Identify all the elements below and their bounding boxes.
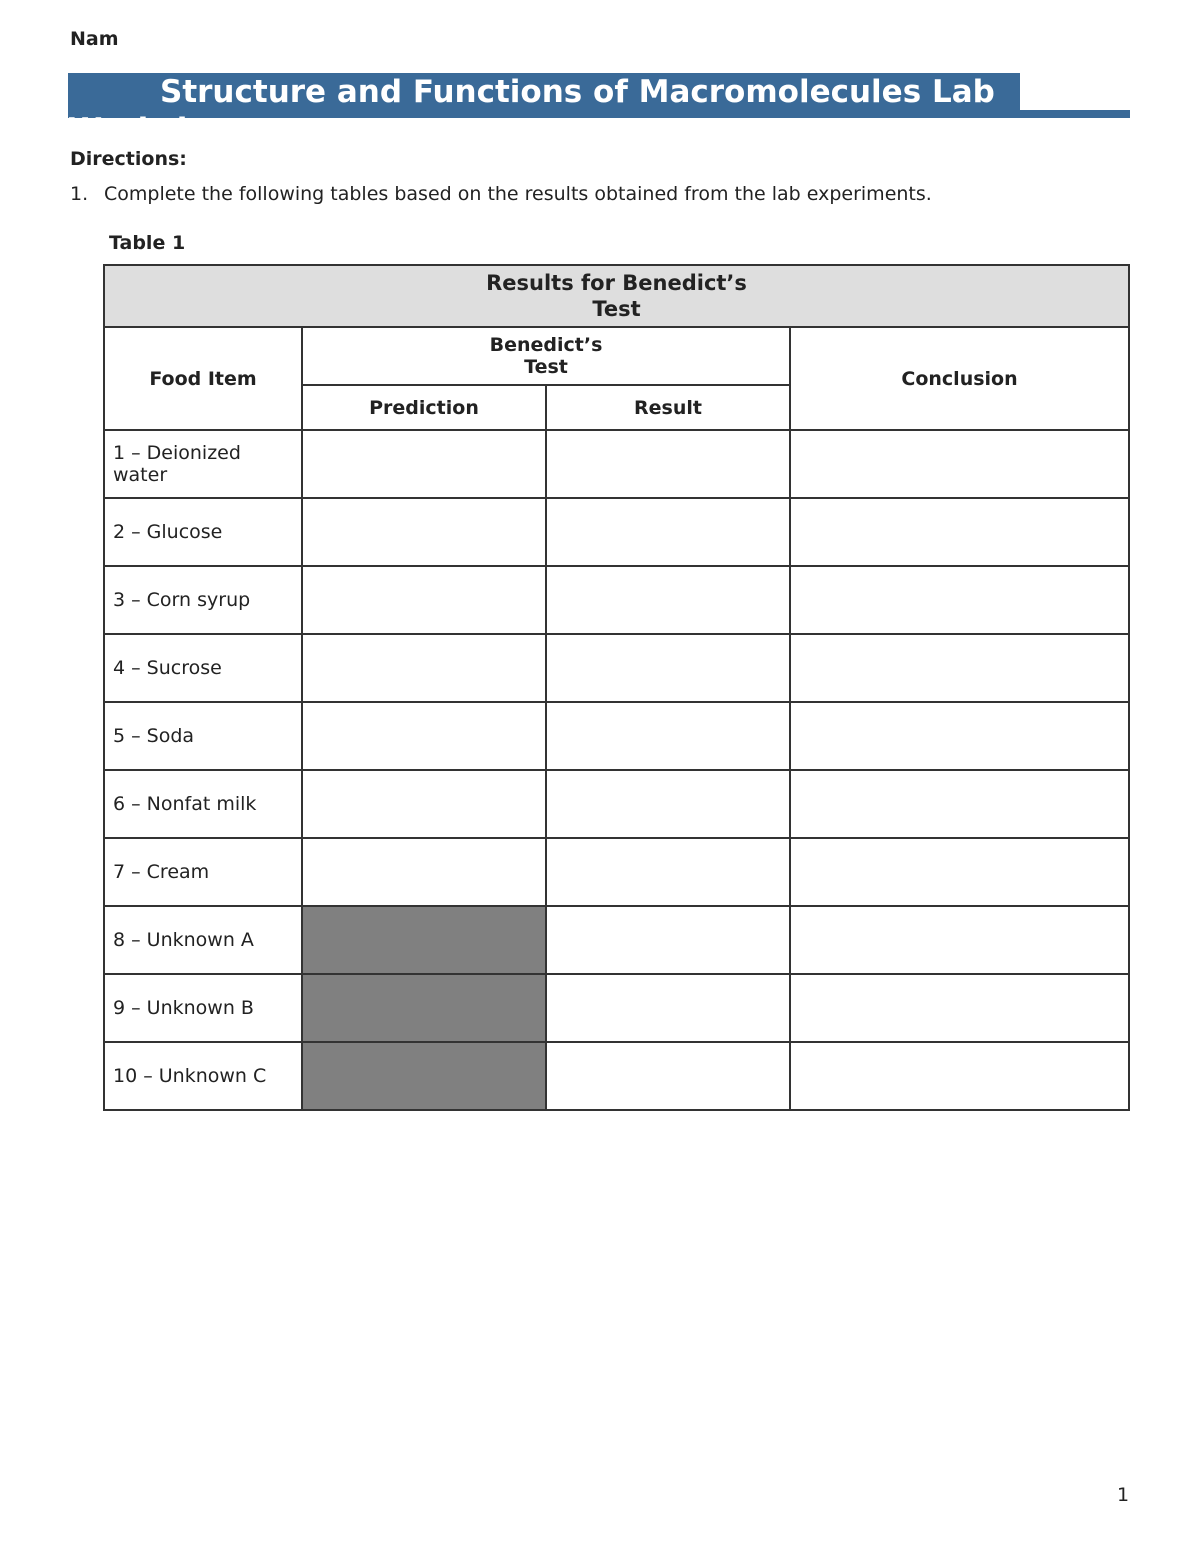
table-row: [104, 1042, 1129, 1110]
result-cell[interactable]: [546, 906, 790, 974]
food-item-cell: 10 – Unknown C: [104, 1042, 302, 1110]
worksheet-title: [68, 73, 995, 149]
prediction-cell-shaded: [302, 906, 546, 974]
col-header-result: Result: [546, 385, 790, 430]
conclusion-cell[interactable]: [790, 770, 1129, 838]
food-item-cell: 4 – Sucrose: [104, 634, 302, 702]
table-body: [104, 430, 1129, 1110]
table-row: [104, 430, 1129, 498]
worksheet-title-line1: Structure and Functions of Macromolecules Lab: [160, 74, 995, 110]
food-item-cell: 7 – Cream: [104, 838, 302, 906]
conclusion-cell[interactable]: [790, 498, 1129, 566]
table-row: [104, 566, 1129, 634]
name-label: Nam: [70, 28, 119, 50]
table-title-line1: Results for Benedict’s: [486, 271, 747, 295]
result-cell[interactable]: [546, 1042, 790, 1110]
col-group-line2: Test: [524, 356, 568, 378]
table-row: [104, 770, 1129, 838]
conclusion-cell[interactable]: [790, 566, 1129, 634]
col-header-food-item: Food Item: [104, 327, 302, 430]
prediction-cell[interactable]: [302, 634, 546, 702]
table-row: [104, 702, 1129, 770]
result-cell[interactable]: [546, 430, 790, 498]
food-item-cell: 2 – Glucose: [104, 498, 302, 566]
page-number: 1: [1117, 1484, 1130, 1506]
result-cell[interactable]: [546, 838, 790, 906]
step-number: 1.: [70, 183, 89, 205]
benedicts-results-table: [103, 264, 1130, 1111]
col-header-conclusion: Conclusion: [790, 327, 1129, 430]
food-item-cell: 9 – Unknown B: [104, 974, 302, 1042]
conclusion-cell[interactable]: [790, 974, 1129, 1042]
table-title-line2: Test: [592, 297, 641, 321]
table-caption: Table 1: [109, 232, 186, 254]
title-band: [68, 73, 1020, 148]
result-cell[interactable]: [546, 770, 790, 838]
table-title: [104, 265, 1129, 327]
result-cell[interactable]: [546, 974, 790, 1042]
result-cell[interactable]: [546, 566, 790, 634]
col-header-prediction: Prediction: [302, 385, 546, 430]
directions-heading: Directions:: [70, 148, 187, 170]
result-cell[interactable]: [546, 702, 790, 770]
prediction-cell[interactable]: [302, 430, 546, 498]
result-cell[interactable]: [546, 498, 790, 566]
prediction-cell[interactable]: [302, 770, 546, 838]
worksheet-title-line2: Worksheet: [68, 112, 256, 148]
food-item-cell: 1 – Deionized water: [104, 430, 302, 498]
prediction-cell[interactable]: [302, 566, 546, 634]
result-cell[interactable]: [546, 634, 790, 702]
step-text: Complete the following tables based on the results obtained from the lab experiments.: [104, 183, 932, 205]
conclusion-cell[interactable]: [790, 430, 1129, 498]
conclusion-cell[interactable]: [790, 838, 1129, 906]
food-item-cell: 5 – Soda: [104, 702, 302, 770]
table-row: [104, 498, 1129, 566]
prediction-cell[interactable]: [302, 498, 546, 566]
conclusion-cell[interactable]: [790, 906, 1129, 974]
prediction-cell[interactable]: [302, 702, 546, 770]
conclusion-cell[interactable]: [790, 1042, 1129, 1110]
direction-step-1: [70, 183, 932, 205]
col-group-benedicts-test: [302, 327, 790, 385]
food-item-cell: 6 – Nonfat milk: [104, 770, 302, 838]
conclusion-cell[interactable]: [790, 702, 1129, 770]
table-row: [104, 906, 1129, 974]
table-row: [104, 634, 1129, 702]
conclusion-cell[interactable]: [790, 634, 1129, 702]
col-group-line1: Benedict’s: [489, 334, 603, 356]
table-row: [104, 838, 1129, 906]
food-item-cell: 3 – Corn syrup: [104, 566, 302, 634]
prediction-cell-shaded: [302, 1042, 546, 1110]
prediction-cell[interactable]: [302, 838, 546, 906]
food-item-cell: 8 – Unknown A: [104, 906, 302, 974]
table-row: [104, 974, 1129, 1042]
prediction-cell-shaded: [302, 974, 546, 1042]
